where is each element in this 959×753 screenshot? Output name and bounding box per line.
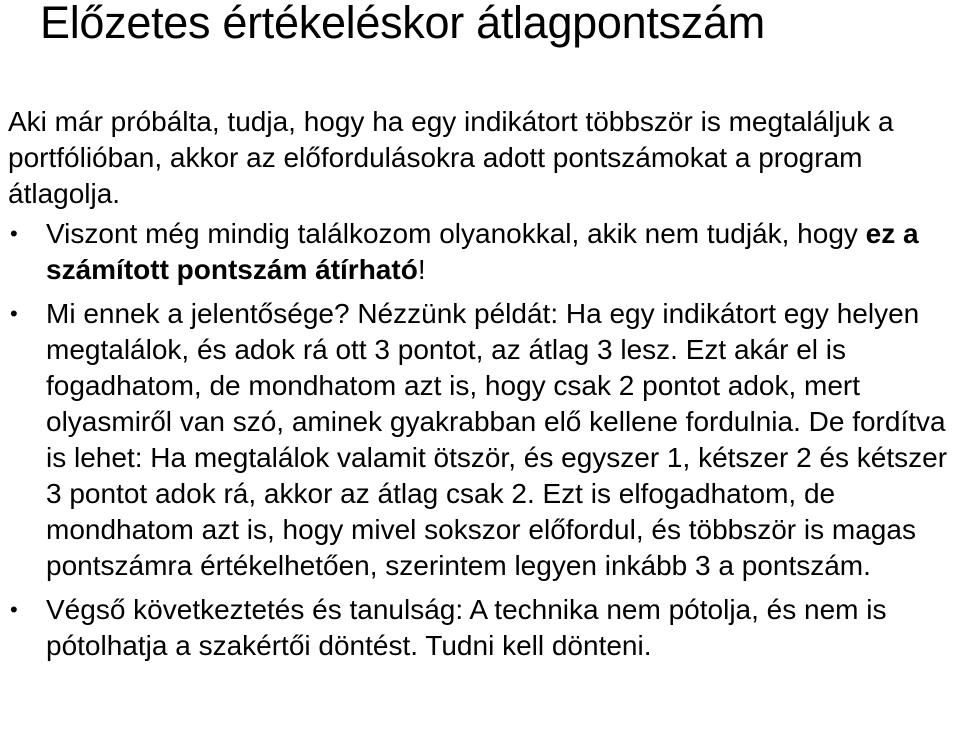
bullet-text: Mi ennek a jelentősége? Nézzünk példát: Ha egy indikátort egy helyen megtalálok, és adok rá ott 3 pontot, az átlag 3 lesz. Ezt akár el is fogadhatom, de mondhatom azt is, hogy csak 2 pontot adok, mert olyasmiről van szó, aminek gyakrabban elő kellene fordulnia. De fordítva is lehet: Ha megtalálok valamit ötször, és egyszer 1, kétszer 2 és kétszer 3 pontot adok rá, akkor az átlag csak 2. Ezt is elfogadhatom, de mondhatom azt is, hogy mivel sokszor előfordul, és többször is magas pontszámra értékelhetően, szerintem legyen inkább 3 a pontszám. xyxy=(46,298,948,581)
slide-body xyxy=(8,104,956,672)
bullet-text xyxy=(46,216,956,288)
bullet-dot-icon: • xyxy=(10,221,18,246)
intro-paragraph: Aki már próbálta, tudja, hogy ha egy indikátort többször is megtaláljuk a portfólióban, akkor az előfordulásokra adott pontszámokat a program átlagolja. xyxy=(8,106,894,209)
bullet-dot-icon: • xyxy=(10,301,18,326)
bullet-text: Végső következtetés és tanulság: A technika nem pótolja, és nem is pótolhatja a szakértői döntést. Tudni kell dönteni. xyxy=(46,594,887,661)
bullet-text-emphasis: ez a számított pontszám átírható xyxy=(46,218,919,285)
bullet-item-1 xyxy=(8,216,956,288)
bullet-item-3 xyxy=(8,592,956,664)
bullet-item-2 xyxy=(8,296,956,584)
bullet-text-part: Viszont még mindig találkozom olyanokkal, akik nem tudják, hogy xyxy=(46,218,866,249)
bullet-text-part: ! xyxy=(417,254,426,285)
slide-title: Előzetes értékeléskor átlagpontszám xyxy=(40,0,765,48)
bullet-dot-icon: • xyxy=(10,597,18,622)
